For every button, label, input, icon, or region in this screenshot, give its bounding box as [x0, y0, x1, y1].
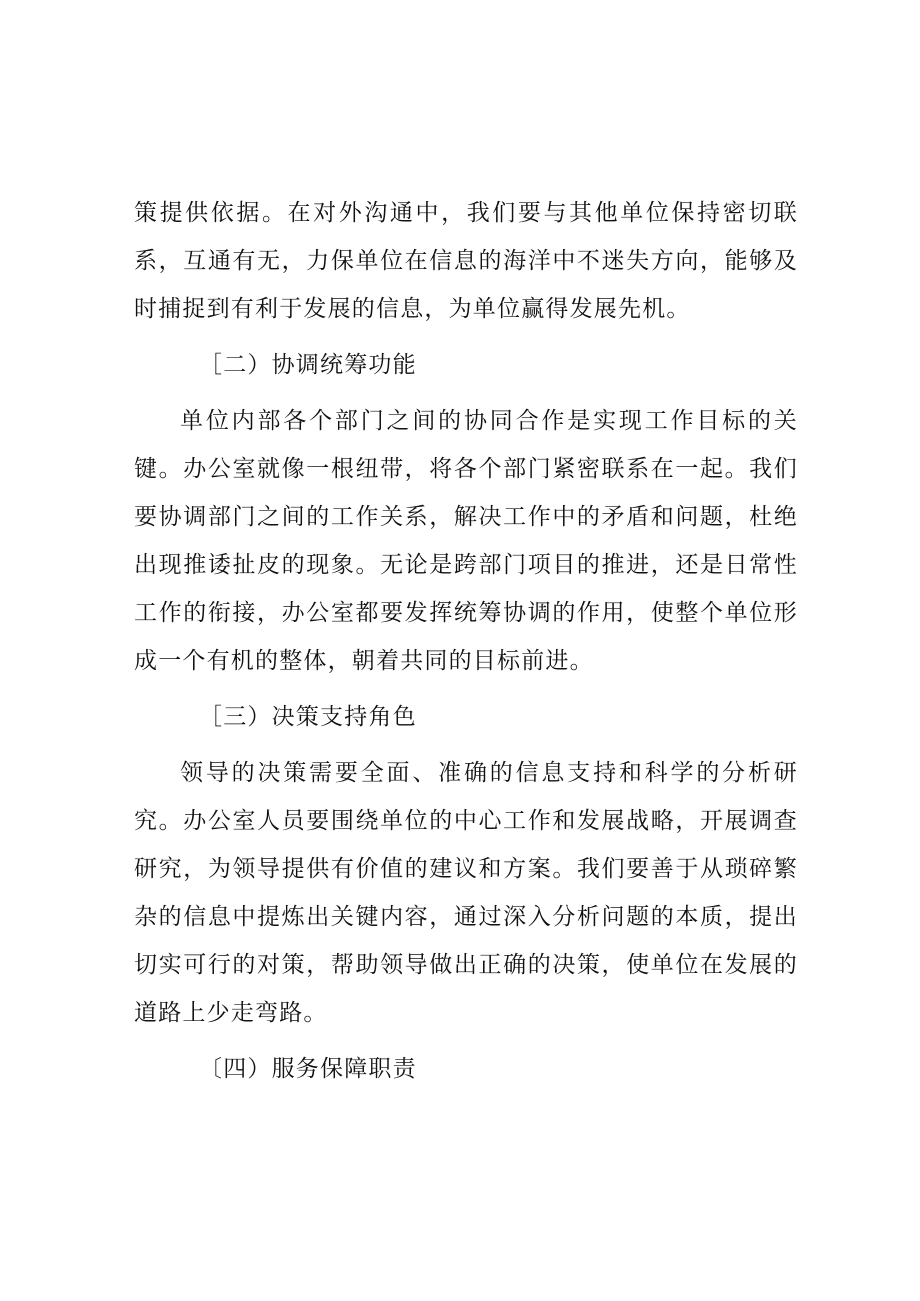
section-heading-decision-support: ［三）决策支持角色 [199, 704, 417, 730]
paragraph-decision-support: 领导的决策需要全面、准确的信息支持和科学的分析研究。办公室人员要围绕单位的中心工作和发展战略，开展调查研究，为领导提供有价值的建议和方案。我们要善于从琐碎繁杂的信息中提炼出关键内容，通过深入分析问题的本质，提出切实可行的对策，帮助领导做出正确的决策，使单位在发展的道路上少走弯路。 [134, 760, 798, 1026]
section-heading-coordination: ［二）协调统筹功能 [199, 352, 417, 378]
spacer [134, 333, 798, 341]
paragraph-coordination: 单位内部各个部门之间的协同合作是实现工作目标的关键。办公室就像一根纽带，将各个部门紧密联系在一起。我们要协调部门之间的工作关系，解决工作中的矛盾和问题，杜绝出现推诿扯皮的现象。无论是跨部门项目的推进，还是日常性工作的衔接，办公室都要发挥统筹协调的作用，使整个单位形成一个有机的整体，朝着共同的目标前进。 [134, 408, 798, 674]
spacer [134, 1037, 798, 1045]
spacer [134, 685, 798, 693]
paragraph-information-hub-continued: 策提供依据。在对外沟通中，我们要与其他单位保持密切联系，互通有无，力保单位在信息的海洋中不迷失方向，能够及时捕捉到有利于发展的信息，为单位赢得发展先机。 [134, 200, 798, 322]
document-body [134, 189, 798, 1093]
spacer [134, 389, 798, 397]
section-heading-service-support: 〔四）服务保障职责 [199, 1056, 417, 1082]
spacer [134, 741, 798, 749]
